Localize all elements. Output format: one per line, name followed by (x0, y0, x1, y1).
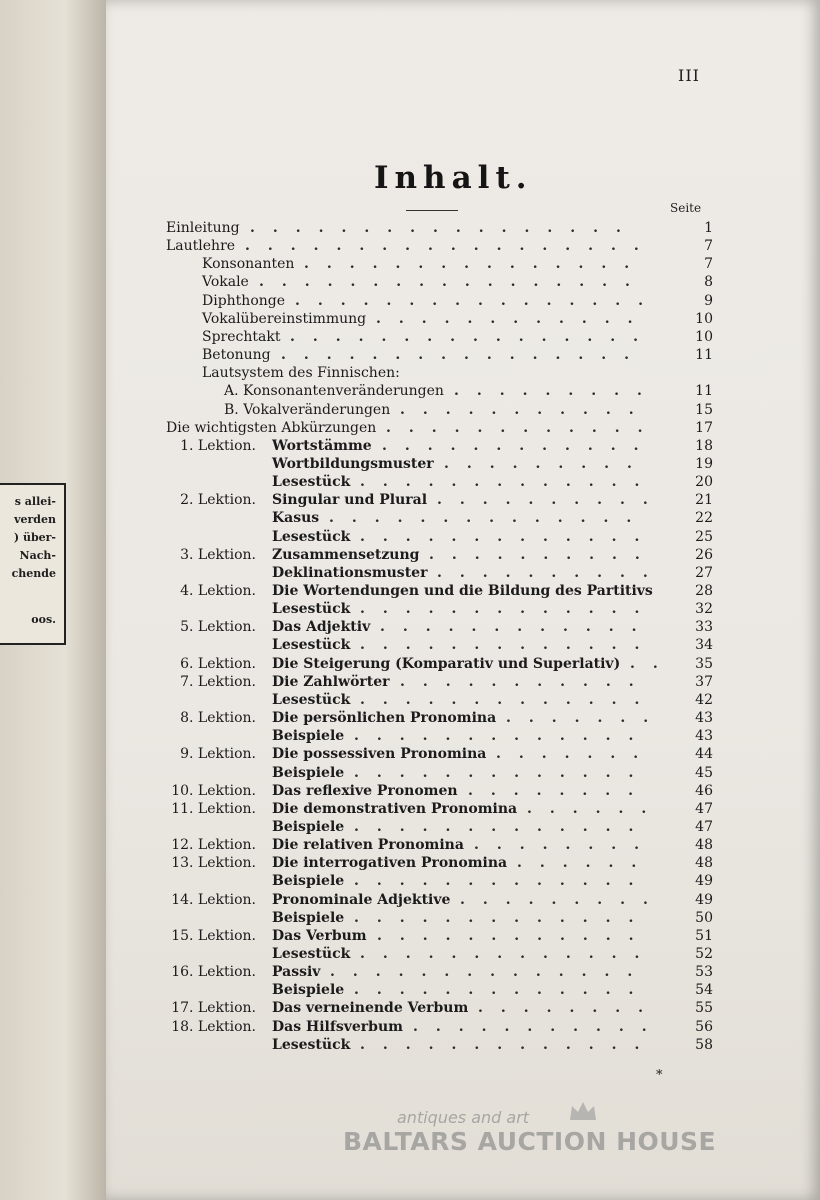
entry-title: Sprechtakt (202, 328, 281, 345)
lesson-number: 12. Lektion. (171, 837, 256, 854)
page-number: III (678, 66, 700, 85)
entry-title: Lesestück (272, 637, 351, 654)
entry-title: Diphthonge (202, 292, 286, 309)
leader-dots: .. (630, 655, 676, 672)
page-ref: 50 (695, 909, 713, 926)
entry-title: Vokale (202, 274, 249, 291)
entry-title: Zusammensetzung (272, 546, 420, 563)
toc-entry (106, 673, 820, 691)
fragment-line: ) über- (13, 531, 56, 544)
page-ref: 37 (695, 673, 713, 690)
page-ref: 49 (695, 873, 713, 890)
leader-dots: ............ (380, 619, 655, 636)
leader-dots: ........... (400, 673, 652, 690)
toc-entry (106, 927, 820, 945)
entry-title: Deklinationsmuster (272, 564, 428, 581)
lesson-number: 13. Lektion. (171, 855, 256, 872)
page-ref: 11 (695, 347, 713, 364)
toc-entry (106, 872, 820, 890)
lesson-number: 6. Lektion. (180, 655, 256, 672)
page-ref: 10 (695, 328, 713, 345)
toc-entry (106, 636, 820, 654)
entry-title: Konsonanten (202, 256, 295, 273)
toc-entry (106, 818, 820, 836)
page-ref: 43 (695, 728, 713, 745)
leader-dots: ............. (360, 1036, 658, 1053)
lesson-number: 1. Lektion. (180, 437, 256, 454)
leader-dots: .......... (429, 546, 658, 563)
toc-entry (106, 600, 820, 618)
previous-page (0, 0, 118, 1200)
leader-dots: ...... (517, 855, 655, 872)
toc-entry (106, 364, 820, 382)
page-ref: 28 (695, 583, 713, 599)
page-ref: 47 (695, 818, 713, 835)
entry-title: Wortbildungsmuster (272, 455, 434, 472)
entry-title: Betonung (202, 347, 271, 364)
entry-title: Beispiele (272, 873, 345, 890)
toc-entry (106, 945, 820, 963)
toc-entry (106, 727, 820, 745)
leader-dots: ............. (354, 982, 652, 999)
toc-entry (106, 764, 820, 782)
page-ref: 47 (695, 800, 713, 817)
leader-dots: ............. (360, 637, 658, 654)
toc-entry (106, 981, 820, 999)
page-ref: 48 (695, 855, 713, 872)
entry-title: Beispiele (272, 982, 345, 999)
entry-title: Beispiele (272, 728, 345, 745)
entry-title: Beispiele (272, 764, 345, 781)
toc-entry (106, 691, 820, 709)
fragment-line: s allei- (14, 495, 56, 508)
entry-title: Wortstämme (272, 437, 372, 454)
entry-title: Das Verbum (272, 927, 367, 944)
footnote-mark: * (656, 1068, 663, 1083)
leader-dots: ............ (377, 927, 652, 944)
toc-entry (106, 963, 820, 981)
leader-dots: ........ (474, 837, 657, 854)
leader-dots: ....... (506, 710, 667, 727)
entry-title: Beispiele (272, 909, 345, 926)
lesson-number: 14. Lektion. (171, 891, 256, 908)
entry-title: Die demonstrativen Pronomina (272, 800, 518, 817)
page-ref: 56 (695, 1018, 713, 1035)
page-ref: 17 (695, 419, 713, 436)
entry-title: Die interrogativen Pronomina (272, 855, 508, 872)
lesson-number: 16. Lektion. (171, 964, 256, 981)
fragment-line: Nach- (19, 549, 56, 562)
entry-title: Lesestück (272, 946, 351, 962)
leader-dots: ............... (304, 256, 648, 273)
page-ref: 1 (704, 220, 713, 236)
lesson-number: 18. Lektion. (171, 1018, 256, 1035)
lesson-number: 11. Lektion. (171, 800, 256, 817)
toc-entry (106, 473, 820, 491)
page-ref: 32 (695, 601, 713, 618)
entry-title: Lesestück (272, 528, 351, 545)
toc-entry (106, 782, 820, 800)
page-ref: 46 (695, 782, 713, 799)
leader-dots: ......... (444, 455, 650, 472)
page-ref: 21 (695, 492, 713, 509)
toc-entry (106, 999, 820, 1017)
lesson-number: 3. Lektion. (180, 546, 256, 563)
entry-title: Das reflexive Pronomen (272, 782, 458, 799)
toc-entry (106, 1036, 820, 1054)
leader-dots: ......... (460, 891, 666, 908)
page-ref: 49 (695, 891, 713, 908)
leader-dots: ......... (454, 383, 660, 400)
lesson-number: 9. Lektion. (180, 746, 256, 763)
page-ref: 26 (695, 546, 713, 563)
leader-dots: ........... (400, 401, 652, 418)
page-ref: 20 (695, 474, 713, 491)
lesson-number: 17. Lektion. (171, 1000, 256, 1017)
toc-entry (106, 437, 820, 455)
page-ref: 52 (695, 946, 713, 962)
page-ref: 10 (695, 310, 713, 327)
page-ref: 27 (695, 564, 713, 581)
leader-dots: ........... (413, 1018, 665, 1035)
toc-entry (106, 618, 820, 636)
toc-entry (106, 491, 820, 509)
toc-entry (106, 709, 820, 727)
entry-title: Beispiele (272, 818, 345, 835)
entry-title: Lesestück (272, 691, 351, 708)
toc-entry (106, 509, 820, 527)
entry-title: Die relativen Pronomina (272, 837, 464, 854)
lesson-number: 7. Lektion. (180, 673, 256, 690)
page-ref: 11 (695, 383, 713, 400)
entry-title: Die persönlichen Pronomina (272, 710, 497, 727)
toc-entry (106, 419, 820, 437)
page-ref: 44 (695, 746, 713, 763)
toc-entry (106, 455, 820, 473)
leader-dots: .................. (245, 238, 657, 255)
entry-title: Das verneinende Verbum (272, 1000, 469, 1017)
fragment-line: oos. (31, 613, 56, 626)
page-ref: 9 (704, 292, 713, 309)
leader-dots: ............. (354, 909, 652, 926)
leader-dots: ............. (360, 528, 658, 545)
page-ref: 25 (695, 528, 713, 545)
entry-title: Pronominale Adjektive (272, 891, 451, 908)
toc-entry (106, 273, 820, 291)
page-ref: 19 (695, 455, 713, 472)
toc-entry (106, 219, 820, 237)
fragment-line: verden (14, 513, 56, 526)
contents-page (106, 0, 820, 1200)
entry-title: Lesestück (272, 601, 351, 618)
toc-entry (106, 564, 820, 582)
leader-dots: ............. (360, 601, 658, 618)
leader-dots: .......... (437, 564, 666, 581)
toc-entry (106, 655, 820, 673)
toc-entry (106, 745, 820, 763)
leader-dots: ............. (354, 873, 652, 890)
leader-dots: ........ (468, 782, 651, 799)
toc-entry (106, 346, 820, 364)
page-ref: 58 (695, 1036, 713, 1053)
toc-entry (106, 382, 820, 400)
leader-dots: ...... (527, 800, 665, 817)
entry-title: Die Zahlwörter (272, 673, 390, 690)
page-ref: 42 (695, 691, 713, 708)
entry-title: B. Vokalveränderungen (224, 401, 391, 418)
entry-title: Das Hilfsverbum (272, 1018, 403, 1035)
toc-entry (106, 1018, 820, 1036)
leader-dots: ............. (360, 946, 658, 962)
entry-title: Kasus (272, 510, 320, 527)
toc-entry (106, 546, 820, 564)
toc-entry (106, 237, 820, 255)
page-ref: 22 (695, 510, 713, 527)
entry-title: Singular und Plural (272, 492, 428, 509)
leader-dots: ................ (290, 328, 656, 345)
leader-dots: ............ (386, 419, 661, 436)
leader-dots: ........ (478, 1000, 661, 1017)
toc-entry (106, 582, 820, 600)
leader-dots: ............. (354, 818, 652, 835)
toc-entry (106, 800, 820, 818)
leader-dots: ................. (250, 220, 639, 236)
leader-dots: .............. (329, 510, 650, 527)
lesson-number: 4. Lektion. (180, 583, 256, 599)
page-ref: 48 (695, 837, 713, 854)
toc-entry (106, 292, 820, 310)
page-ref: 43 (695, 710, 713, 727)
entry-title: Lesestück (272, 1036, 351, 1053)
page-title: Inhalt. (374, 160, 533, 196)
page-column-header: Seite (670, 201, 702, 215)
watermark-tagline: antiques and art (397, 1108, 530, 1127)
entry-title: Die Steigerung (Komparativ und Superlativ) (272, 655, 621, 672)
page-ref: 8 (704, 274, 713, 291)
page-ref: 53 (695, 964, 713, 981)
leader-dots: ............. (360, 691, 658, 708)
lesson-number: 10. Lektion. (171, 782, 256, 799)
lesson-number: 15. Lektion. (171, 927, 256, 944)
toc-entry (106, 836, 820, 854)
entry-title: Das Adjektiv (272, 619, 371, 636)
leader-dots: ............ (382, 437, 657, 454)
leader-dots: .......... (437, 492, 666, 509)
lesson-number: 8. Lektion. (180, 710, 256, 727)
page-ref: 35 (695, 655, 713, 672)
entry-title: Die wichtigsten Abkürzungen (166, 419, 377, 436)
entry-title: Lesestück (272, 474, 351, 491)
page-ref: 7 (704, 238, 713, 255)
lesson-number: 5. Lektion. (180, 619, 256, 636)
page-ref: 33 (695, 619, 713, 636)
toc-entry (106, 310, 820, 328)
entry-title: Einleitung (166, 220, 240, 236)
clipped-notice-box (0, 483, 66, 645)
fragment-line: chende (11, 567, 56, 580)
title-rule (406, 210, 458, 211)
watermark (343, 1108, 743, 1156)
toc-entry (106, 328, 820, 346)
page-ref: 45 (695, 764, 713, 781)
leader-dots: ............ (376, 310, 651, 327)
toc-entry (106, 401, 820, 419)
page-ref: 34 (695, 637, 713, 654)
page-ref: 15 (695, 401, 713, 418)
entry-title: Die possessiven Pronomina (272, 746, 487, 763)
page-ref: 18 (695, 437, 713, 454)
entry-title: A. Konsonantenveränderungen (224, 383, 444, 400)
leader-dots: ............. (360, 474, 658, 491)
lesson-number: 2. Lektion. (180, 492, 256, 509)
leader-dots: ................ (295, 292, 661, 309)
leader-dots: ............. (354, 728, 652, 745)
page-ref: 51 (695, 927, 713, 944)
leader-dots: ............. (354, 764, 652, 781)
toc-entry (106, 909, 820, 927)
entry-title: Lautsystem des Finnischen: (202, 365, 400, 382)
entry-title: Vokalübereinstimmung (202, 310, 367, 327)
leader-dots: ................ (281, 347, 647, 364)
leader-dots: .............. (330, 964, 651, 981)
watermark-brand: BALTARS AUCTION HOUSE (343, 1127, 717, 1156)
leader-dots: ................. (259, 274, 648, 291)
toc-entry (106, 255, 820, 273)
leader-dots: ....... (496, 746, 657, 763)
page-ref: 55 (695, 1000, 713, 1017)
toc-entry (106, 854, 820, 872)
toc-entry (106, 891, 820, 909)
page-ref: 7 (704, 256, 713, 273)
entry-title: Die Wortendungen und die Bildung des Partitivs (272, 583, 653, 599)
entry-title: Passiv (272, 964, 321, 981)
entry-title: Lautlehre (166, 238, 236, 255)
page-ref: 54 (695, 982, 713, 999)
toc-entry (106, 528, 820, 546)
